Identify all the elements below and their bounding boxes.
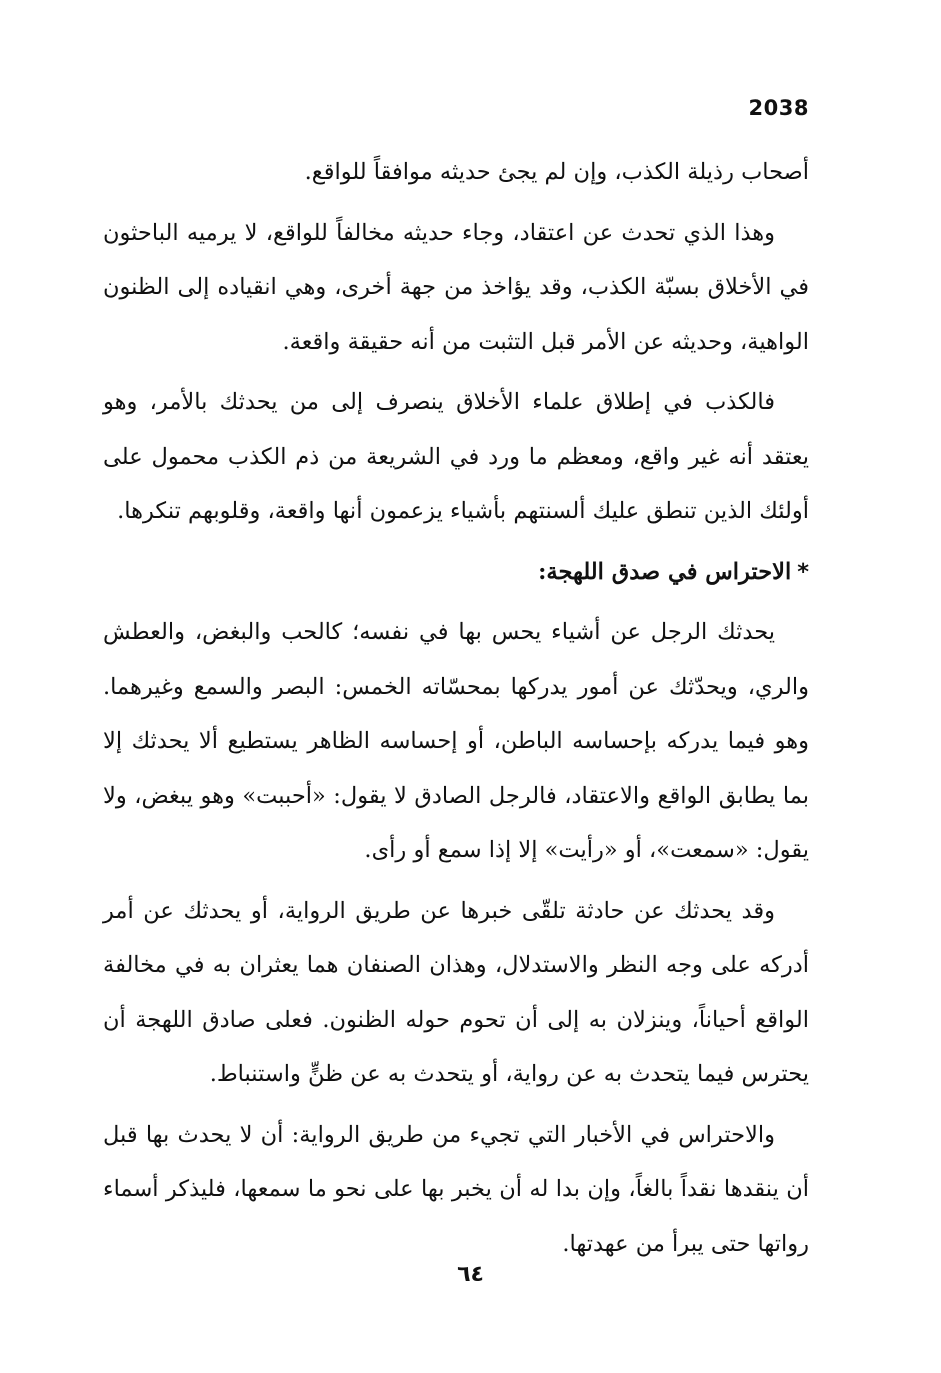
paragraph-3: فالكذب في إطلاق علماء الأخلاق ينصرف إلى من يحدثك بالأمر، وهو يعتقد أنه غير واقع، ومعظم ما ورد في الشريعة من ذم الكذب محمول على أولئك الذين تنطق عليك ألسنتهم بأشياء يزعمون أنها واقعة، وقلوبهم تنكرها. bbox=[103, 389, 809, 524]
section-heading-text: الاحتراس في صدق اللهجة: bbox=[538, 558, 792, 585]
page-number-footer: ٦٤ bbox=[457, 1262, 484, 1287]
section-heading bbox=[103, 545, 809, 600]
page-number-header: 2038 bbox=[748, 96, 809, 120]
asterisk-icon: * bbox=[797, 558, 809, 585]
paragraph-1: أصحاب رذيلة الكذب، وإن لم يجئ حديثه موافقاً للواقع. bbox=[304, 159, 809, 185]
paragraph-6: والاحتراس في الأخبار التي تجيء من طريق الرواية: أن لا يحدث بها قبل أن ينقدها نقداً بالغاً، وإن بدا له أن يخبر بها على نحو ما سمعها، فليذكر أسماء رواتها حتى يبرأ من عهدتها. bbox=[103, 1121, 809, 1257]
paragraph-5: وقد يحدثك عن حادثة تلقّى خبرها عن طريق الرواية، أو يحدثك عن أمر أدركه على وجه النظر والاستدلال، وهذان الصنفان هما يعثران به في مخالفة الواقع أحياناً، وينزلان به إلى أن تحوم حوله الظنون. فعلى صادق اللهجة أن يحترس فيما يتحدث به عن رواية، أو يتحدث به عن ظنٍّ واستنباط. bbox=[103, 897, 809, 1087]
text-column bbox=[103, 145, 809, 1277]
paragraph-2: وهذا الذي تحدث عن اعتقاد، وجاء حديثه مخالفاً للواقع، لا يرميه الباحثون في الأخلاق بسبّة الكذب، وقد يؤاخذ من جهة أخرى، وهي انقياده إلى الظنون الواهية، وحديثه عن الأمر قبل التثبت من أنه حقيقة واقعة. bbox=[103, 219, 809, 355]
paragraph-4: يحدثك الرجل عن أشياء يحس بها في نفسه؛ كالحب والبغض، والعطش والري، ويحدّثك عن أمور يدركها بمحسّاته الخمس: البصر والسمع وغيرهما. وهو فيما يدركه بإحساسه الباطن، أو إحساسه الظاهر يستطيع ألا يحدثك إلا بما يطابق الواقع والاعتقاد، فالرجل الصادق لا يقول: «أحببت» وهو يبغض، ولا يقول: «سمعت»، أو «رأيت» إلا إذا سمع أو رأى. bbox=[103, 619, 809, 863]
